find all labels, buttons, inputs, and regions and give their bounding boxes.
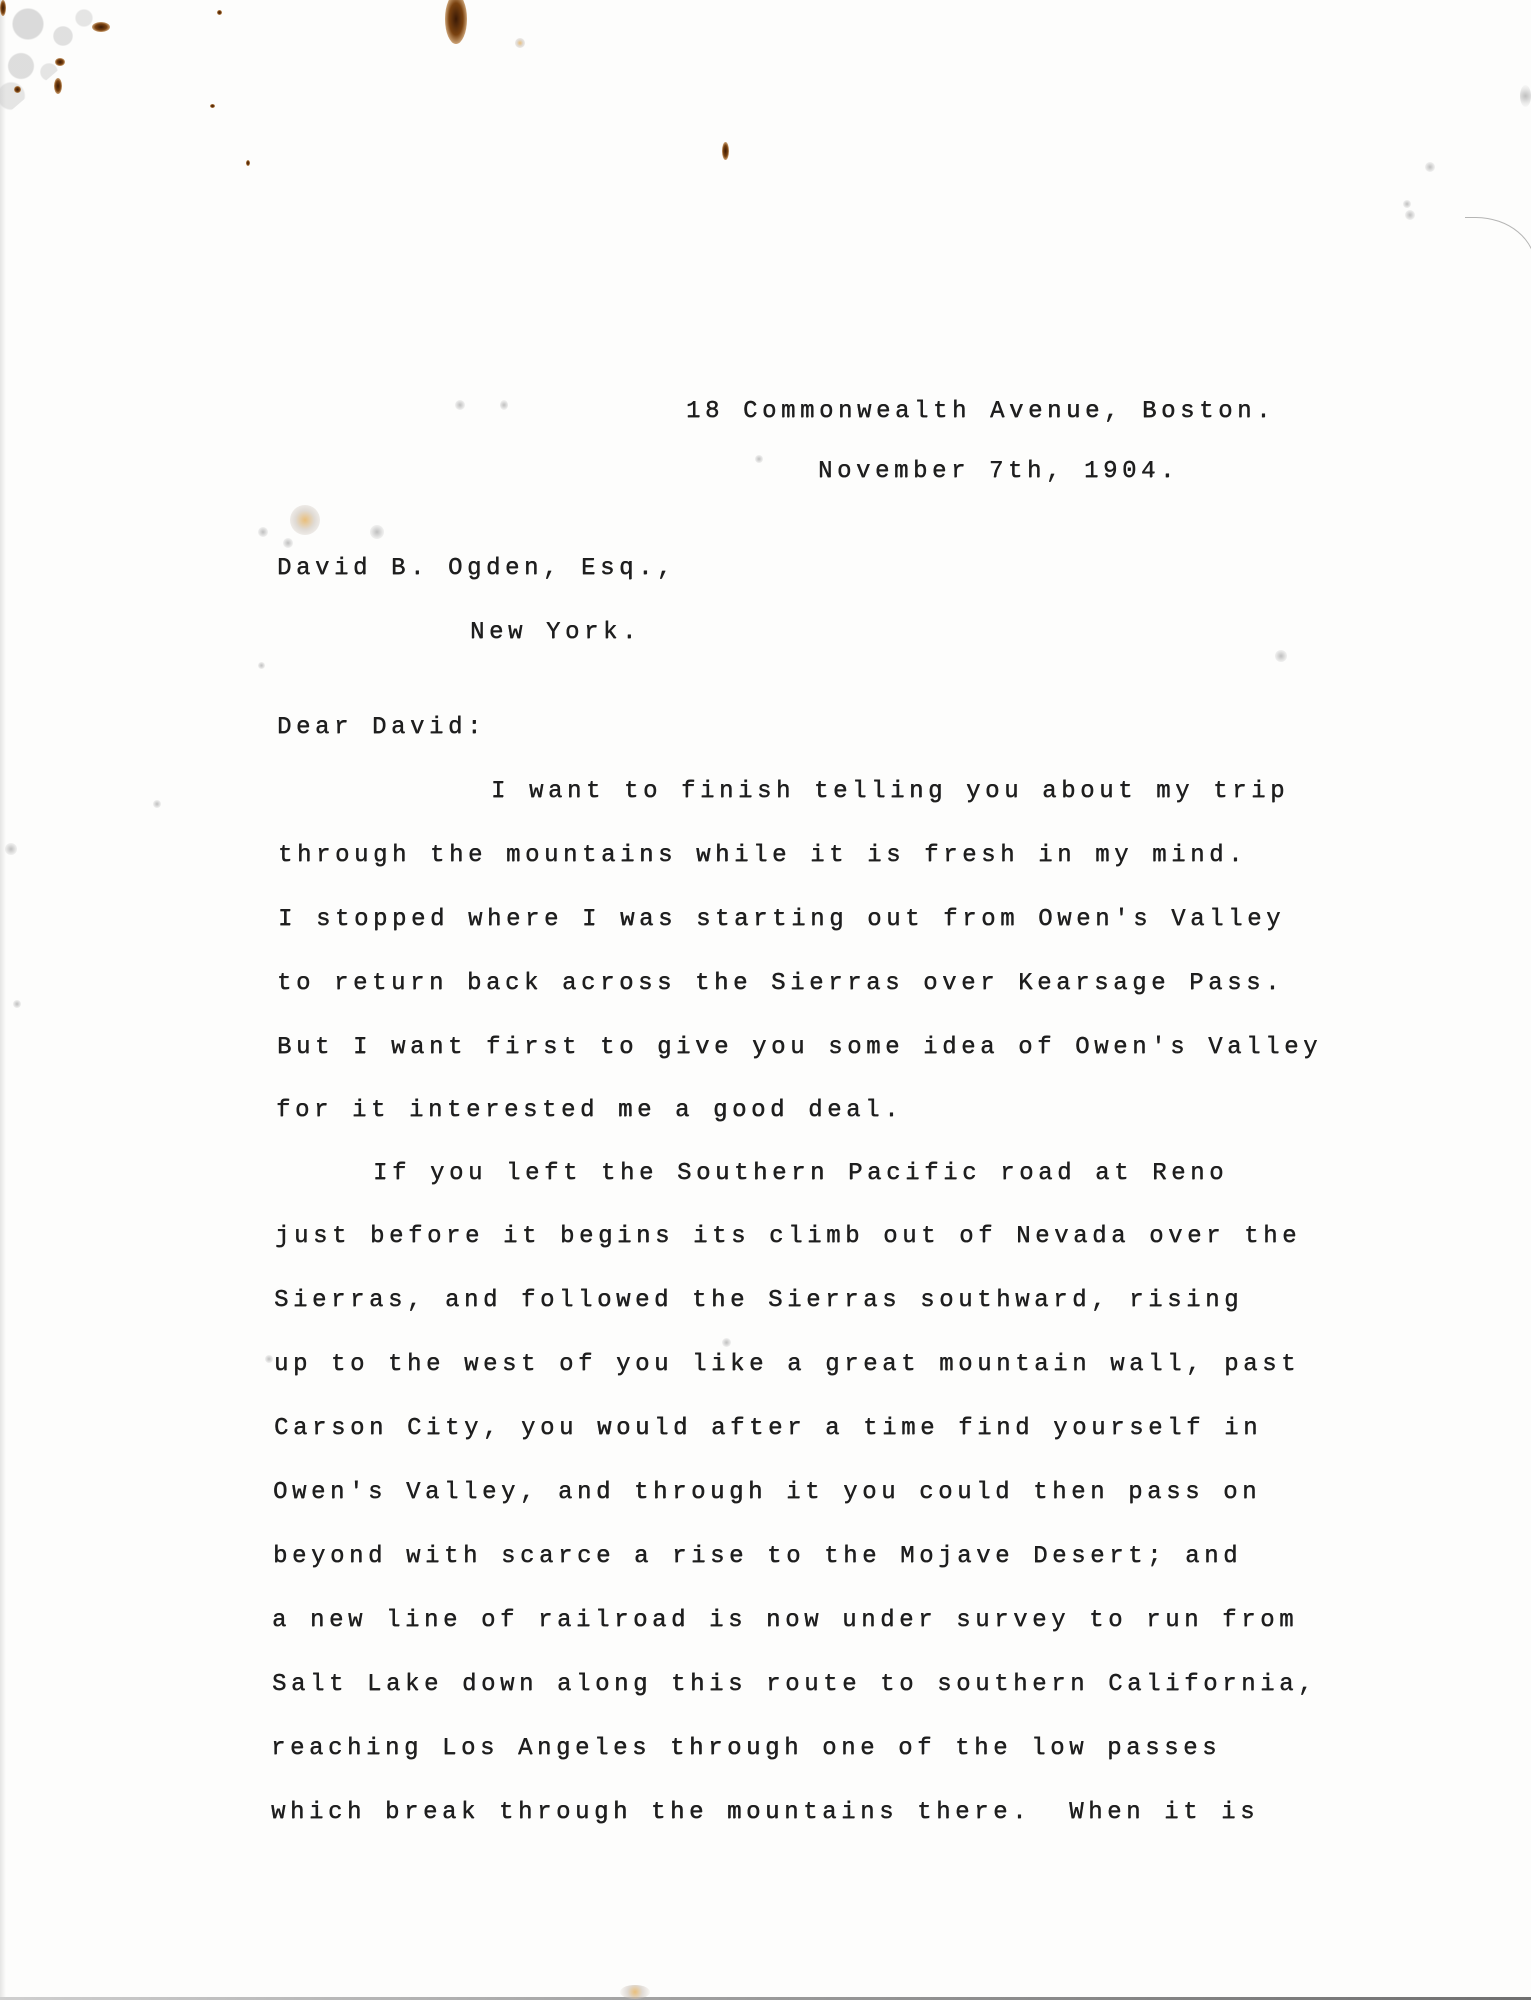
body-line: which break through the mountains there. When it is — [271, 1799, 1260, 1826]
ink-stain — [515, 38, 525, 48]
ink-stain — [246, 160, 250, 166]
sender-address: 18 Commonwealth Avenue, Boston. — [686, 398, 1276, 425]
ink-stain — [722, 142, 729, 160]
body-line: beyond with scarce a rise to the Mojave Desert; and — [273, 1543, 1243, 1570]
recipient-city: New York. — [470, 619, 642, 646]
paper-spot — [265, 1355, 273, 1363]
paper-spot — [500, 400, 508, 410]
letter-date: November 7th, 1904. — [818, 458, 1180, 485]
paper-spot — [1405, 210, 1415, 220]
paper-spot — [153, 800, 161, 808]
body-line: Salt Lake down along this route to southern California, — [272, 1671, 1318, 1698]
ink-stain — [210, 104, 215, 108]
ink-stain — [54, 78, 62, 94]
paper-spot — [722, 1338, 731, 1347]
paper-spot — [1275, 650, 1287, 662]
paper-edge-left — [0, 0, 6, 2000]
body-line: Sierras, and followed the Sierras southward, rising — [274, 1287, 1244, 1314]
ink-stain — [217, 10, 222, 15]
body-line: But I want first to give you some idea of Owen's Valley — [277, 1034, 1323, 1061]
paper-spot — [5, 843, 17, 855]
paper-spot — [1403, 200, 1411, 208]
paper-crease — [1465, 217, 1531, 268]
paper-spot — [258, 527, 268, 537]
paper-discoloration — [0, 0, 140, 120]
body-line: If you left the Southern Pacific road at Reno — [373, 1160, 1229, 1187]
paper-spot — [1425, 162, 1435, 172]
paper-spot — [1520, 85, 1531, 107]
paper-spot — [258, 662, 265, 669]
body-line: Carson City, you would after a time find yourself in — [274, 1415, 1263, 1442]
body-line: I stopped where I was starting out from Owen's Valley — [278, 906, 1286, 933]
body-line: to return back across the Sierras over Kearsage Pass. — [277, 970, 1285, 997]
paper-spot — [755, 455, 763, 463]
salutation: Dear David: — [277, 714, 487, 741]
ink-stain — [55, 58, 65, 66]
body-line: Owen's Valley, and through it you could then pass on — [273, 1479, 1262, 1506]
body-line: I want to finish telling you about my trip — [491, 778, 1290, 805]
paper-spot — [370, 525, 384, 539]
body-line: up to the west of you like a great mountain wall, past — [274, 1351, 1301, 1378]
recipient-name: David B. Ogden, Esq., — [277, 555, 677, 582]
paper-spot — [455, 400, 465, 410]
body-line: just before it begins its climb out of Nevada over the — [275, 1223, 1302, 1250]
body-line: a new line of railroad is now under survey to run from — [272, 1607, 1299, 1634]
paper-spot — [290, 505, 320, 535]
paper-spot — [283, 538, 293, 548]
body-line: through the mountains while it is fresh in my mind. — [278, 842, 1248, 869]
paper-spot — [13, 1000, 21, 1008]
body-line: reaching Los Angeles through one of the low passes — [271, 1735, 1222, 1762]
ink-stain — [0, 0, 6, 16]
ink-stain — [14, 86, 21, 93]
ink-stain — [445, 0, 467, 44]
body-line: for it interested me a good deal. — [276, 1097, 904, 1124]
ink-stain — [92, 22, 110, 32]
paper-spot — [620, 1985, 650, 1999]
